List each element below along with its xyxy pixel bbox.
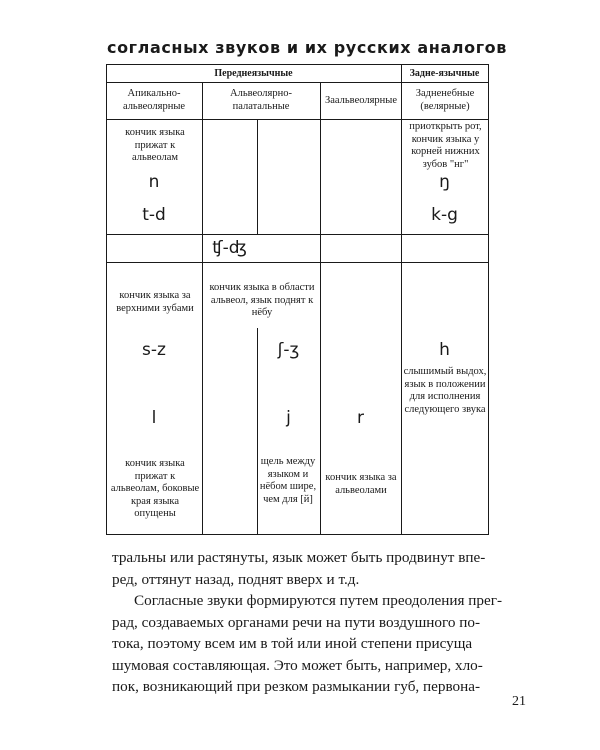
header-postalveolar: Заальвеолярные xyxy=(324,95,398,106)
symbol-s-z: s-z xyxy=(142,340,166,360)
symbol-h: h xyxy=(439,340,450,360)
desc-lateral: кончик языка прижат к альвеолам, боковые края языка опущены xyxy=(110,458,200,519)
divider-alveopalatal-inner-top xyxy=(257,119,258,234)
body-line: Согласные звуки формируются путем преодоления прег- xyxy=(134,592,503,609)
table-affricate-rule-bottom xyxy=(106,262,489,263)
body-text xyxy=(112,547,548,698)
desc-h: слышимый выдох, язык в положении для исполнения следующего звука xyxy=(403,366,487,415)
body-line: рад, создаваемых органами речи на пути воздушного по- xyxy=(112,613,481,631)
page-number: 21 xyxy=(512,694,526,709)
desc-apical-stop: кончик языка прижат к альвеолам xyxy=(125,127,185,163)
symbol-l: l xyxy=(151,408,157,428)
symbol-j: j xyxy=(286,408,291,428)
symbol-sh-zh: ʃ-ʒ xyxy=(277,340,300,360)
desc-velar-stop: приоткрыть рот, кончик языка у корней нижних зубов "нг" xyxy=(409,121,482,170)
symbol-ng: ŋ xyxy=(439,172,450,192)
header-alveopalatal: Альвеолярно-палатальные xyxy=(230,88,292,112)
body-line: шумовая составляющая. Это может быть, например, хло- xyxy=(112,656,483,674)
desc-alveolar-raised: кончик языка в области альвеол, язык поднят к нёбу xyxy=(209,282,315,318)
symbol-t-d: t-d xyxy=(142,205,166,225)
divider-front-back xyxy=(401,64,402,534)
header-velar: Задненебные (велярные) xyxy=(415,88,475,112)
symbol-n: n xyxy=(148,172,160,192)
symbol-affricate: ʧ-ʤ xyxy=(212,238,247,258)
table-bottom-rule xyxy=(106,534,489,535)
divider-postalveolar xyxy=(320,82,321,534)
symbol-r: r xyxy=(357,408,364,428)
symbol-k-g: k-g xyxy=(431,205,458,225)
header-apical-alveolar: Апикально-альвеолярные xyxy=(122,88,186,112)
table-header-rule xyxy=(106,82,489,83)
table-subheader-rule xyxy=(106,119,489,120)
desc-j: щель между языком и нёбом шире, чем для [й] xyxy=(259,456,317,505)
body-line: тока, поэтому всем им в той или иной степени присуща xyxy=(112,635,473,652)
header-front-lingual: Переднеязычные xyxy=(214,68,293,79)
body-line: пок, возникающий при резком размыкании губ, первона- xyxy=(112,678,481,695)
header-back-lingual: Задне-язычные xyxy=(409,68,480,79)
table-right-border xyxy=(488,64,489,534)
section-heading: согласных звуков и их русских аналогов xyxy=(107,38,507,57)
body-line: тральны или растянуты, язык может быть продвинут впе- xyxy=(112,549,486,566)
body-line: ред, оттянут назад, поднят вверх и т.д. xyxy=(112,570,360,588)
desc-dental: кончик языка за верхними зубами xyxy=(116,290,194,314)
table-top-rule xyxy=(106,64,489,65)
table-affricate-rule-top xyxy=(106,234,489,235)
table-left-border xyxy=(106,64,107,534)
divider-apical xyxy=(202,82,203,534)
desc-r: кончик языка за альвеолами xyxy=(325,472,397,496)
